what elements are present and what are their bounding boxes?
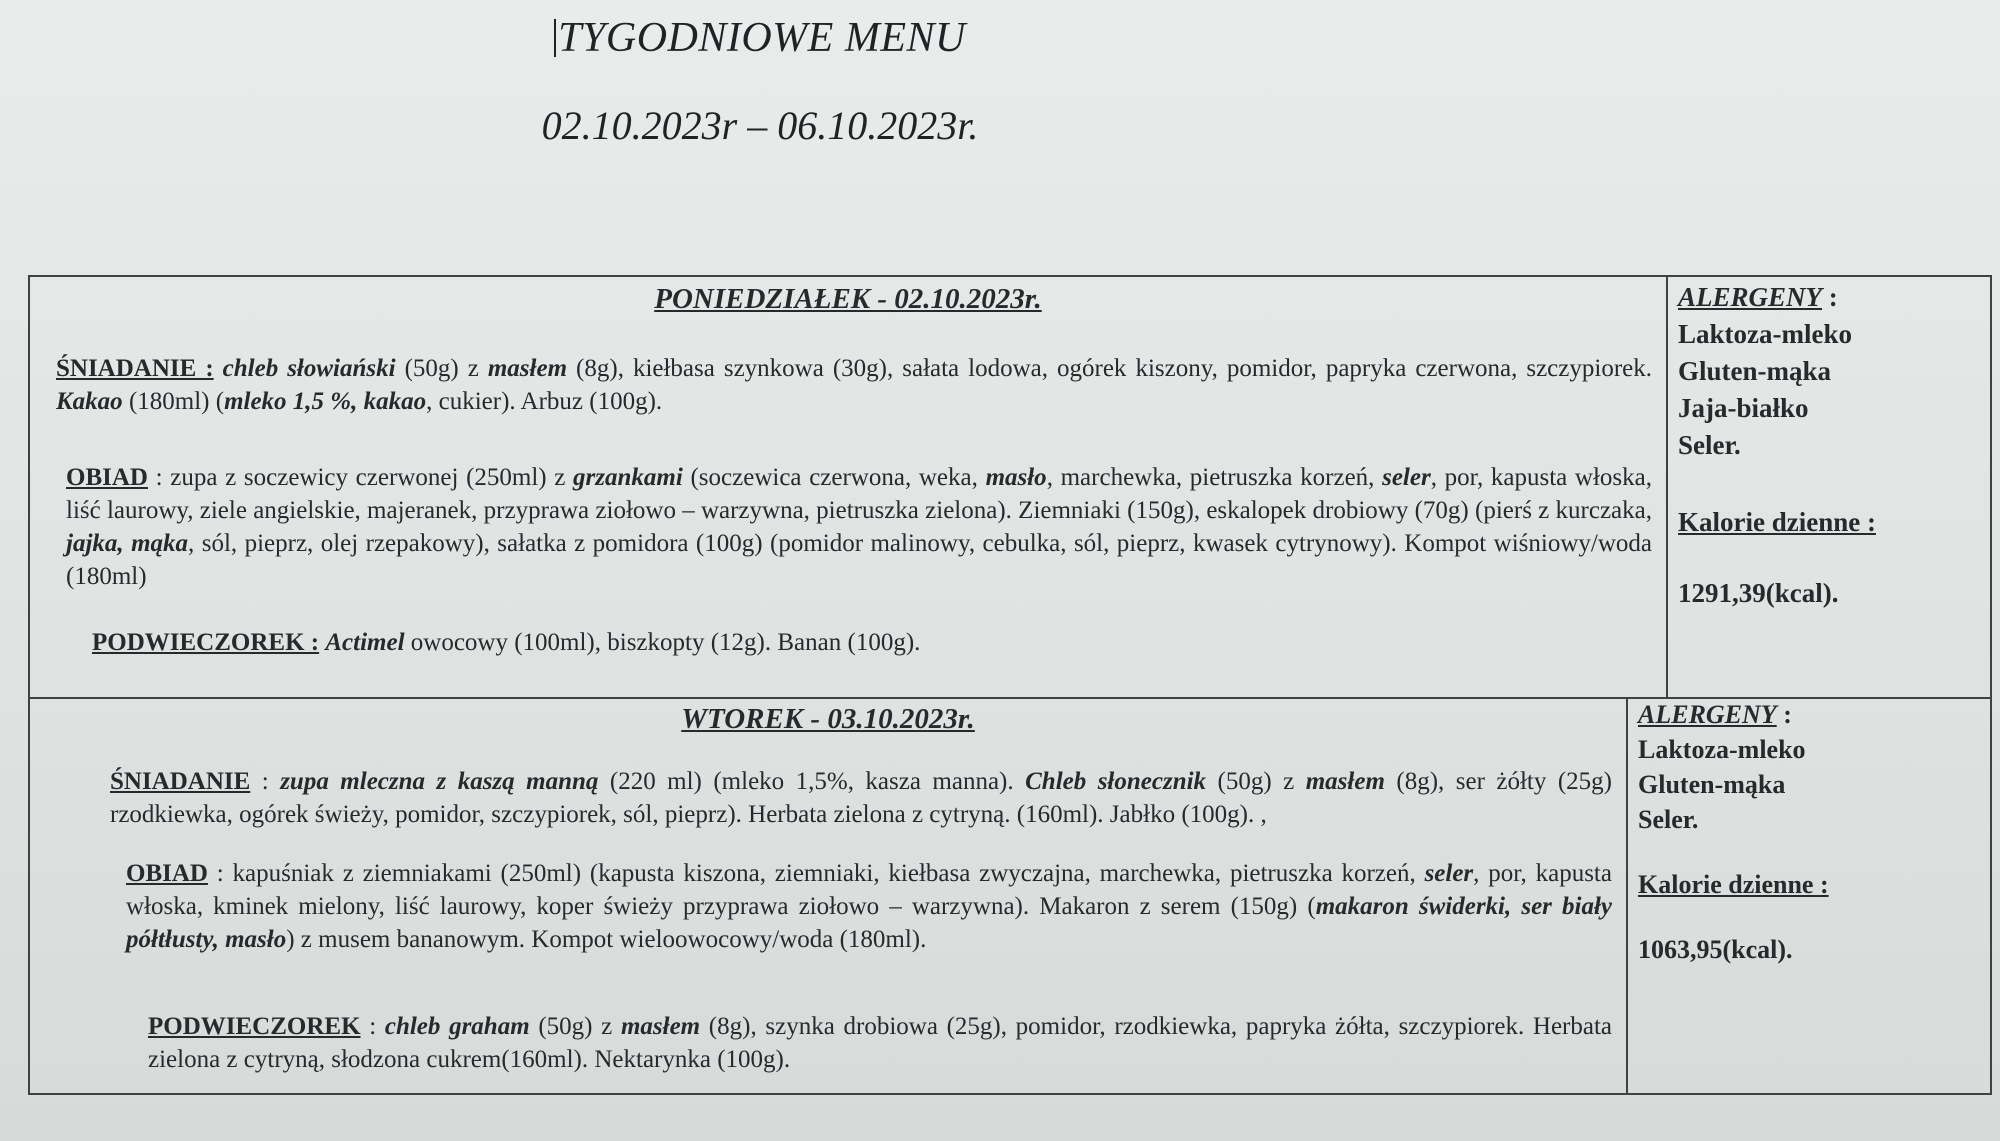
allergen-item: Seler. [1638, 805, 1699, 834]
meal-label: ŚNIADANIE : [56, 355, 214, 382]
day-heading-tuesday: WTOREK - 03.10.2023r. [681, 703, 975, 735]
monday-breakfast: ŚNIADANIE : chleb słowiański (50g) z masłem (8g), kiełbasa szynkowa (30g), sałata lodowa, ogórek kiszony, pomidor, papryka czerwona, szczypiorek. Kakao (180ml) (mleko 1,5 %, kakao, cukier). Arbuz (100g). [56, 355, 1652, 415]
meal-label: ŚNIADANIE [110, 768, 251, 795]
allergen-item: Gluten-mąka [1638, 770, 1786, 799]
page-title: TYGODNIOWE MENU [0, 14, 1520, 62]
monday-snack: PODWIECZOREK : Actimel owocowy (100ml), biszkopty (12g). Banan (100g). [92, 629, 921, 656]
allergens-heading: ALERGENY : [1638, 700, 1792, 729]
monday-allergens [1678, 279, 1978, 612]
text-cursor [554, 19, 556, 57]
meal-label: OBIAD [126, 860, 208, 887]
allergen-item: Laktoza-mleko [1638, 735, 1806, 764]
column-divider [1626, 697, 1628, 1095]
tuesday-snack: PODWIECZOREK : chleb graham (50g) z masłem (8g), szynka drobiowa (25g), pomidor, rzodkiewka, papryka żółta, szczypiorek. Herbata zielona z cytryną, słodzona cukrem(160ml). Nektarynka (100g). [148, 1013, 1613, 1073]
tuesday-allergens [1638, 697, 1968, 967]
meal-label: PODWIECZOREK : [92, 629, 320, 656]
calories-value: 1063,95(kcal). [1638, 935, 1793, 964]
allergens-heading: ALERGENY : [1678, 282, 1838, 312]
allergen-item: Seler. [1678, 430, 1741, 460]
calories-label: Kalorie dzienne : [1638, 870, 1829, 899]
meal-label: OBIAD [66, 464, 148, 491]
menu-table [28, 275, 1992, 1095]
calories-label: Kalorie dzienne : [1678, 507, 1876, 537]
date-range: 02.10.2023r – 06.10.2023r. [541, 103, 979, 148]
day-heading-monday: PONIEDZIAŁEK - 02.10.2023r. [654, 283, 1042, 315]
column-divider [1666, 277, 1668, 697]
monday-lunch: OBIAD : zupa z soczewicy czerwonej (250ml) z grzankami (soczewica czerwona, weka, masło, marchewka, pietruszka korzeń, seler, por, kapusta włoska, liść laurowy, ziele angielskie, majeranek, przyprawa ziołowo – warzywna, pietruszka zielona). Ziemniaki (150g), eskalopek drobiowy (70g) (pierś z kurczaka, jajka, mąka, sól, pieprz, olej rzepakowy), sałatka z pomidora (100g) (pomidor malinowy, cebulka, sól, pieprz, kwasek cytrynowy). Kompot wiśniowy/woda (180ml) [66, 464, 1652, 590]
calories-value: 1291,39(kcal). [1678, 578, 1839, 608]
allergen-item: Jaja-białko [1678, 393, 1809, 423]
allergen-item: Laktoza-mleko [1678, 319, 1852, 349]
tuesday-lunch: OBIAD : kapuśniak z ziemniakami (250ml) (kapusta kiszona, ziemniaki, kiełbasa zwyczajna, marchewka, pietruszka korzeń, seler, por, kapusta włoska, kminek mielony, liść laurowy, koper świeży przyprawa ziołowo – warzywna). Makaron z serem (150g) (makaron świderki, ser biały półtłusty, masło) z musem bananowym. Kompot wieloowocowy/woda (180ml). [126, 860, 1612, 953]
allergen-item: Gluten-mąka [1678, 356, 1832, 386]
meal-label: PODWIECZOREK [148, 1013, 361, 1040]
tuesday-breakfast: ŚNIADANIE : zupa mleczna z kaszą manną (220 ml) (mleko 1,5%, kasza manna). Chleb słonecznik (50g) z masłem (8g), ser żółty (25g) rzodkiewka, ogórek świeży, pomidor, szczypiorek, sól, pieprz). Herbata zielona z cytryną. (160ml). Jabłko (100g). , [110, 768, 1612, 828]
